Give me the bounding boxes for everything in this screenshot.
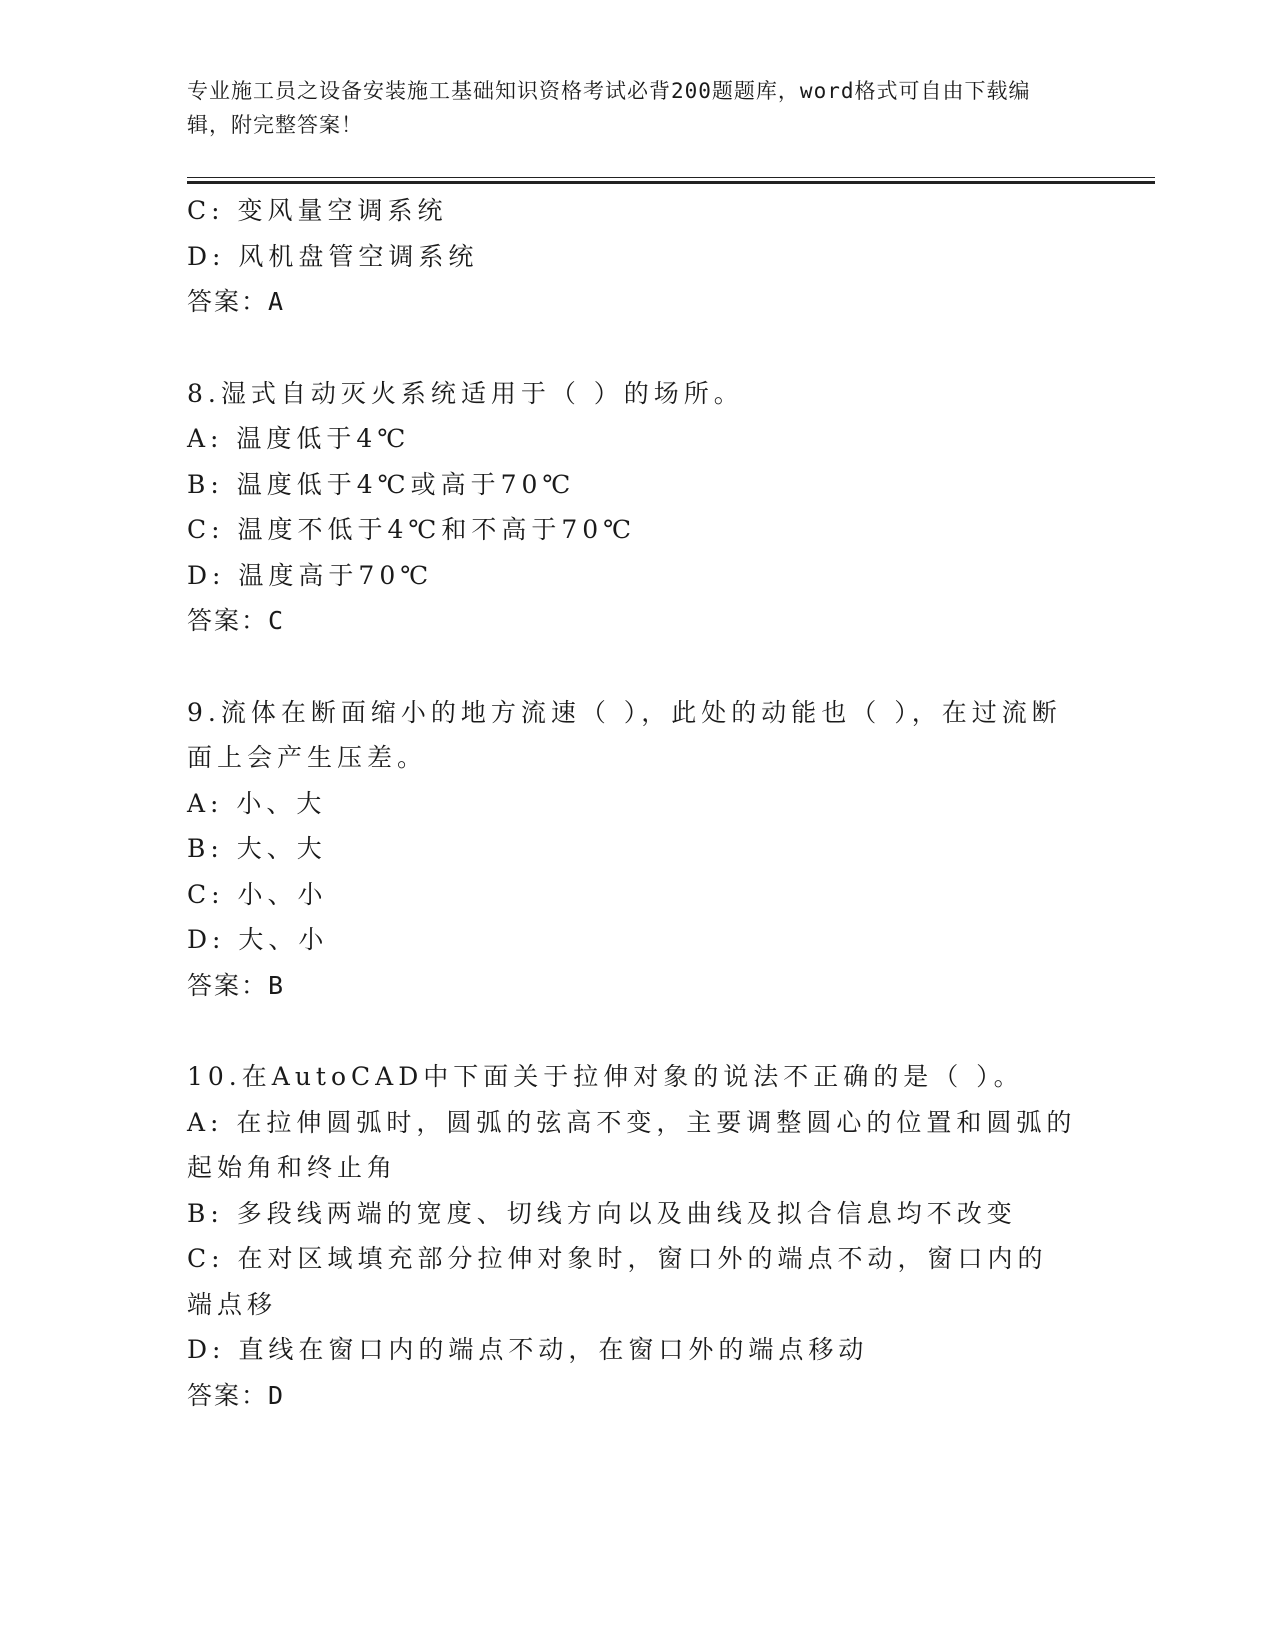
option-text: A: 在拉伸圆弧时，圆弧的弦高不变，主要调整圆心的位置和圆弧的起始角和终止角 [187, 1107, 1077, 1182]
question-stem: 8.湿式自动灭火系统适用于（ ）的场所。 [187, 378, 744, 408]
option-text: C: 在对区域填充部分拉伸对象时，窗口外的端点不动，窗口内的端点移 [187, 1244, 1048, 1319]
question-block [187, 1054, 1087, 1418]
option-text: A: 小、大 [187, 788, 327, 818]
option-text: D: 风机盘管空调系统 [187, 241, 479, 271]
answer-value: D [268, 1380, 286, 1410]
option-text: B: 多段线两端的宽度、切线方向以及曲线及拟合信息均不改变 [187, 1198, 1017, 1228]
option-text: A: 温度低于4℃ [187, 424, 411, 453]
answer-value: C [268, 606, 286, 635]
question-block [187, 371, 1087, 644]
option-text: C: 温度不低于4℃和不高于70℃ [187, 515, 637, 544]
prev-question-block [187, 188, 1087, 325]
answer-label: 答案： [187, 606, 269, 635]
document-header: 专业施工员之设备安装施工基础知识资格考试必背200题题库，word格式可自由下载编辑，附完整答案！ [187, 79, 1031, 137]
question-block [187, 690, 1087, 1009]
answer-label: 答案： [187, 287, 269, 316]
option-text: D: 温度高于70℃ [187, 560, 434, 590]
option-text: B: 大、大 [187, 834, 327, 863]
option-text: D: 直线在窗口内的端点不动，在窗口外的端点移动 [187, 1335, 869, 1364]
answer-label: 答案： [187, 1380, 269, 1410]
document-body [187, 188, 1087, 1418]
answer-line [187, 279, 1087, 325]
answer-label: 答案： [187, 970, 269, 1000]
answer-value: B [268, 970, 286, 1000]
answer-value: A [268, 287, 286, 316]
option-text: C: 变风量空调系统 [187, 196, 448, 225]
header-rule-thin [187, 177, 1155, 178]
answer-line [187, 1373, 1087, 1419]
answer-line [187, 963, 1087, 1009]
option-text: C: 小、小 [187, 879, 328, 909]
option-text: D: 大、小 [187, 925, 329, 954]
question-stem: 10.在AutoCAD中下面关于拉伸对象的说法不正确的是（ ）。 [187, 1062, 1024, 1091]
option-text: B: 温度低于4℃或高于70℃ [187, 469, 576, 499]
question-stem: 9.流体在断面缩小的地方流速（ ），此处的动能也（ ），在过流断面上会产生压差。 [187, 697, 1062, 772]
answer-line [187, 598, 1087, 644]
header-rule-thick [187, 181, 1155, 184]
